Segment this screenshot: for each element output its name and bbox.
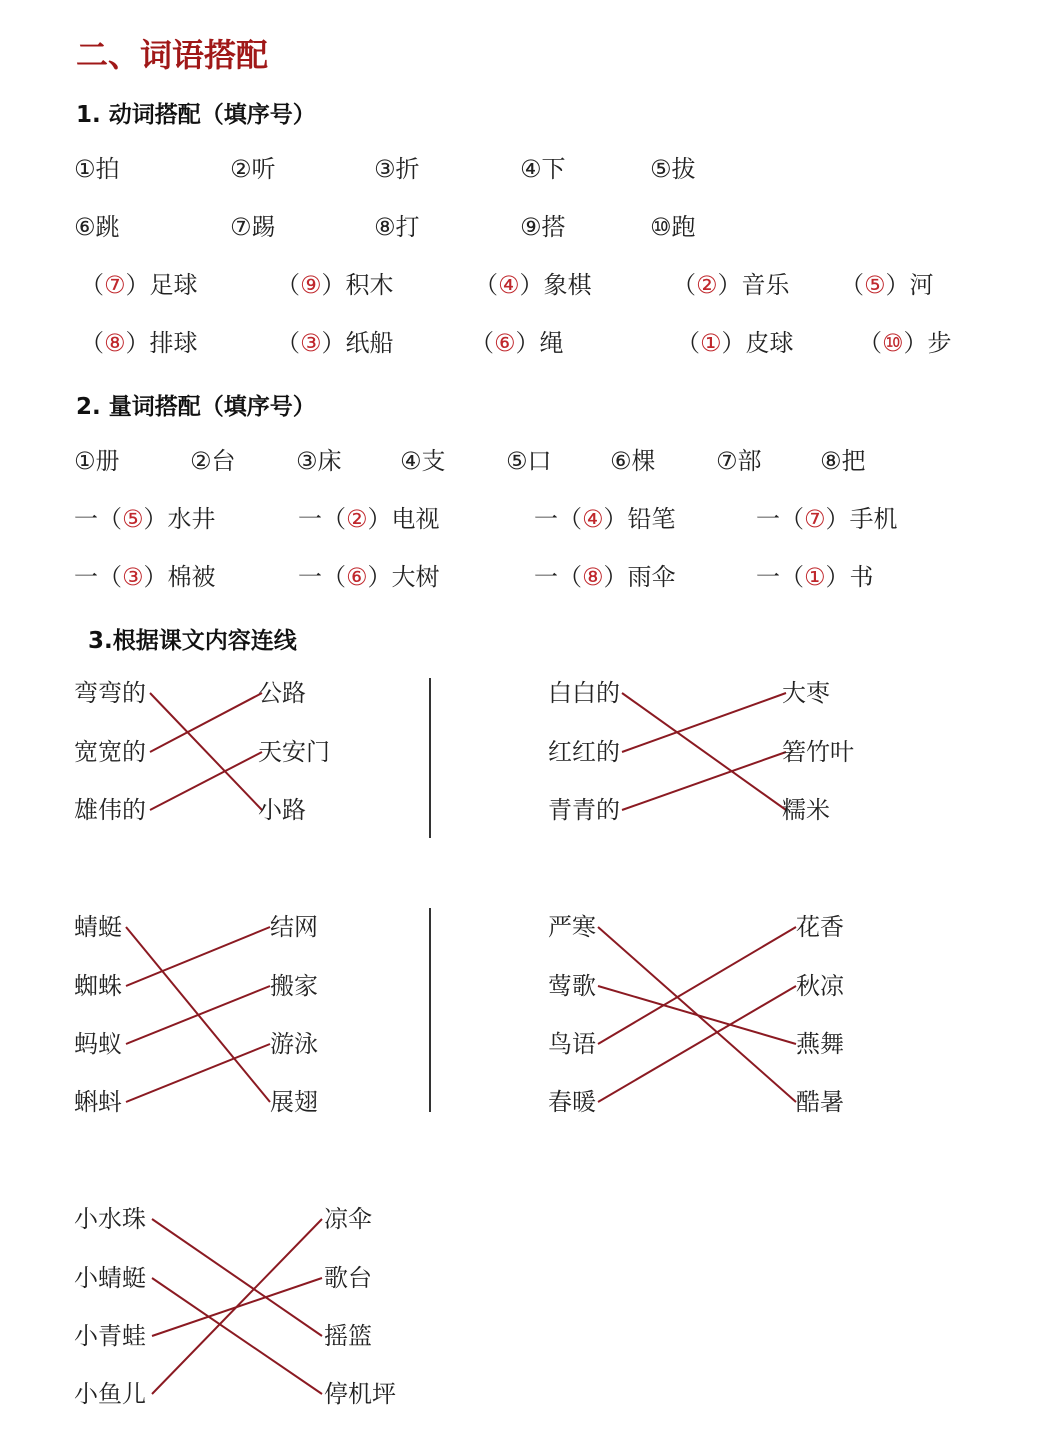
bracket-close: ） bbox=[515, 329, 540, 357]
answer-word: 棉被 bbox=[167, 563, 216, 591]
bracket-close: ） bbox=[603, 563, 628, 591]
match-right-item: 摇篮 bbox=[324, 1322, 372, 1350]
match-line bbox=[622, 693, 786, 810]
bracket-open: （ bbox=[470, 329, 494, 357]
match-left-item: 宽宽的 bbox=[74, 738, 146, 766]
bracket-open: （ bbox=[840, 271, 864, 299]
match-left-item: 小青蛙 bbox=[74, 1322, 146, 1350]
match-right-item: 凉伞 bbox=[324, 1205, 372, 1233]
bracket-open: （ bbox=[276, 329, 300, 357]
match-left-item: 青青的 bbox=[548, 796, 620, 824]
answer-number: ④ bbox=[498, 271, 520, 299]
match-left-item: 鸟语 bbox=[548, 1030, 596, 1058]
verb-option: ⑦踢 bbox=[230, 213, 276, 241]
measure-option: ⑧把 bbox=[820, 447, 866, 475]
measure-option: ①册 bbox=[74, 447, 120, 475]
measure-option: ②台 bbox=[190, 447, 236, 475]
answer-number: ① bbox=[700, 329, 722, 357]
match-left-item: 小蜻蜓 bbox=[74, 1264, 146, 1292]
match-right-item: 大枣 bbox=[782, 679, 830, 707]
answer-prefix: 一（ bbox=[756, 563, 804, 591]
measure-option: ⑤口 bbox=[506, 447, 552, 475]
match-line bbox=[152, 1278, 322, 1394]
answer-prefix: 一（ bbox=[534, 563, 582, 591]
match-right-item: 小路 bbox=[258, 796, 306, 824]
answer-number: ⑨ bbox=[300, 271, 322, 299]
match-left-item: 白白的 bbox=[548, 679, 620, 707]
answer-prefix: 一（ bbox=[74, 563, 122, 591]
bracket-close: ） bbox=[825, 563, 850, 591]
match-line bbox=[126, 927, 270, 986]
match-line bbox=[126, 1044, 270, 1102]
match-line bbox=[598, 986, 796, 1102]
bracket-close: ） bbox=[825, 505, 850, 533]
match-line bbox=[598, 986, 796, 1044]
match-right-item: 天安门 bbox=[258, 738, 330, 766]
match-right-item: 歌台 bbox=[324, 1264, 372, 1292]
measure-option: ④支 bbox=[400, 447, 446, 475]
verb-option: ⑤拔 bbox=[650, 155, 696, 183]
answer-word: 铅笔 bbox=[627, 505, 676, 533]
match-left-item: 严寒 bbox=[548, 913, 596, 941]
match-left-item: 雄伟的 bbox=[74, 796, 146, 824]
answer-number: ⑧ bbox=[582, 563, 604, 591]
verb-option: ⑨搭 bbox=[520, 213, 566, 241]
match-right-item: 展翅 bbox=[270, 1088, 318, 1116]
match-line bbox=[152, 1219, 322, 1336]
section3-heading: 3.根据课文内容连线 bbox=[88, 628, 297, 654]
answer-word: 步 bbox=[927, 329, 952, 357]
bracket-close: ） bbox=[519, 271, 544, 299]
match-line bbox=[150, 752, 262, 810]
answer-word: 绳 bbox=[539, 329, 564, 357]
page-title: 二、词语搭配 bbox=[76, 36, 269, 74]
verb-option: ⑧打 bbox=[374, 213, 420, 241]
answer-word: 纸船 bbox=[345, 329, 394, 357]
bracket-close: ） bbox=[143, 505, 168, 533]
match-line bbox=[150, 693, 262, 752]
group-divider bbox=[429, 678, 431, 838]
bracket-close: ） bbox=[321, 329, 346, 357]
section2-heading: 2. 量词搭配（填序号） bbox=[76, 394, 316, 420]
answer-prefix: 一（ bbox=[756, 505, 804, 533]
match-right-item: 花香 bbox=[796, 913, 844, 941]
answer-number: ② bbox=[346, 505, 368, 533]
answer-word: 书 bbox=[849, 563, 874, 591]
bracket-close: ） bbox=[885, 271, 910, 299]
answer-number: ⑦ bbox=[104, 271, 126, 299]
match-left-item: 小鱼儿 bbox=[74, 1380, 146, 1408]
answer-prefix: 一（ bbox=[298, 563, 346, 591]
match-line bbox=[622, 693, 786, 752]
bracket-open: （ bbox=[80, 271, 104, 299]
match-left-item: 蜘蛛 bbox=[74, 972, 122, 1000]
group-divider bbox=[429, 908, 431, 1112]
bracket-close: ） bbox=[603, 505, 628, 533]
answer-number: ⑤ bbox=[122, 505, 144, 533]
bracket-open: （ bbox=[858, 329, 882, 357]
match-right-item: 公路 bbox=[258, 679, 306, 707]
verb-option: ③折 bbox=[374, 155, 420, 183]
bracket-close: ） bbox=[903, 329, 928, 357]
measure-option: ⑦部 bbox=[716, 447, 762, 475]
answer-prefix: 一（ bbox=[534, 505, 582, 533]
answer-word: 手机 bbox=[849, 505, 898, 533]
answer-word: 象棋 bbox=[543, 271, 592, 299]
answer-word: 大树 bbox=[391, 563, 440, 591]
bracket-open: （ bbox=[676, 329, 700, 357]
verb-option: ①拍 bbox=[74, 155, 120, 183]
answer-number: ③ bbox=[300, 329, 322, 357]
answer-number: ② bbox=[696, 271, 718, 299]
match-right-item: 结网 bbox=[270, 913, 318, 941]
match-right-item: 秋凉 bbox=[796, 972, 844, 1000]
bracket-close: ） bbox=[717, 271, 742, 299]
match-right-item: 燕舞 bbox=[796, 1030, 844, 1058]
match-left-item: 春暖 bbox=[548, 1088, 596, 1116]
answer-prefix: 一（ bbox=[74, 505, 122, 533]
answer-number: ⑧ bbox=[104, 329, 126, 357]
answer-number: ④ bbox=[582, 505, 604, 533]
bracket-close: ） bbox=[321, 271, 346, 299]
measure-option: ③床 bbox=[296, 447, 342, 475]
match-right-item: 糯米 bbox=[782, 796, 830, 824]
answer-number: ⑤ bbox=[864, 271, 886, 299]
answer-word: 排球 bbox=[149, 329, 198, 357]
bracket-close: ） bbox=[367, 563, 392, 591]
match-right-item: 箬竹叶 bbox=[782, 738, 854, 766]
match-left-item: 红红的 bbox=[548, 738, 620, 766]
answer-number: ⑩ bbox=[882, 329, 904, 357]
bracket-close: ） bbox=[143, 563, 168, 591]
match-line bbox=[152, 1219, 322, 1394]
verb-option: ②听 bbox=[230, 155, 276, 183]
match-right-item: 搬家 bbox=[270, 972, 318, 1000]
bracket-open: （ bbox=[80, 329, 104, 357]
match-line bbox=[598, 927, 796, 1044]
match-left-item: 弯弯的 bbox=[74, 679, 146, 707]
bracket-close: ） bbox=[367, 505, 392, 533]
answer-word: 音乐 bbox=[741, 271, 790, 299]
bracket-close: ） bbox=[125, 271, 150, 299]
bracket-close: ） bbox=[721, 329, 746, 357]
verb-option: ⑥跳 bbox=[74, 213, 120, 241]
bracket-open: （ bbox=[474, 271, 498, 299]
answer-number: ⑦ bbox=[804, 505, 826, 533]
match-line bbox=[150, 693, 262, 810]
match-left-item: 蝌蚪 bbox=[74, 1088, 122, 1116]
match-left-item: 蚂蚁 bbox=[74, 1030, 122, 1058]
answer-word: 积木 bbox=[345, 271, 394, 299]
answer-word: 雨伞 bbox=[627, 563, 676, 591]
verb-option: ④下 bbox=[520, 155, 566, 183]
match-left-item: 莺歌 bbox=[548, 972, 596, 1000]
bracket-open: （ bbox=[276, 271, 300, 299]
match-line bbox=[622, 752, 786, 810]
match-right-item: 酷暑 bbox=[796, 1088, 844, 1116]
match-left-item: 小水珠 bbox=[74, 1205, 146, 1233]
answer-word: 皮球 bbox=[745, 329, 794, 357]
bracket-close: ） bbox=[125, 329, 150, 357]
answer-number: ⑥ bbox=[346, 563, 368, 591]
answer-word: 电视 bbox=[391, 505, 440, 533]
answer-prefix: 一（ bbox=[298, 505, 346, 533]
section1-heading: 1. 动词搭配（填序号） bbox=[76, 102, 316, 128]
answer-word: 足球 bbox=[149, 271, 198, 299]
match-right-item: 停机坪 bbox=[324, 1380, 396, 1408]
answer-number: ③ bbox=[122, 563, 144, 591]
match-right-item: 游泳 bbox=[270, 1030, 318, 1058]
answer-number: ⑥ bbox=[494, 329, 516, 357]
verb-option: ⑩跑 bbox=[650, 213, 696, 241]
answer-word: 水井 bbox=[167, 505, 216, 533]
answer-word: 河 bbox=[909, 271, 934, 299]
measure-option: ⑥棵 bbox=[610, 447, 656, 475]
answer-number: ① bbox=[804, 563, 826, 591]
bracket-open: （ bbox=[672, 271, 696, 299]
match-line bbox=[126, 986, 270, 1044]
match-left-item: 蜻蜓 bbox=[74, 913, 122, 941]
